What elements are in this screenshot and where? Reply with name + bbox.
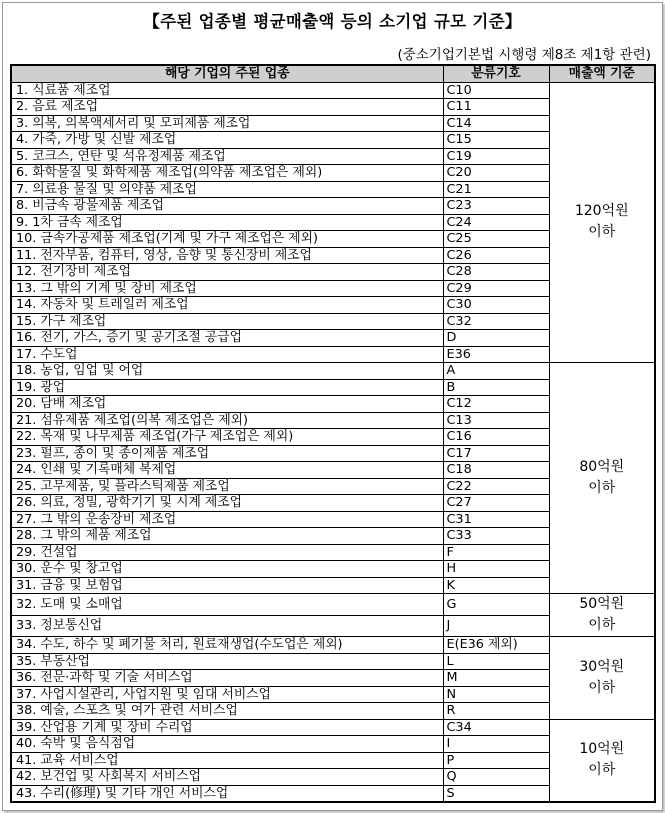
code-cell: C31 xyxy=(443,511,549,528)
industry-cell: 13. 그 밖의 기계 및 장비 제조업 xyxy=(11,280,443,297)
code-cell: R xyxy=(443,703,549,720)
threshold-qualifier: 이하 xyxy=(588,224,616,241)
document-subtitle: (중소기업기본법 시행령 제8조 제1항 관련) xyxy=(397,47,651,63)
table-header-row xyxy=(11,65,655,82)
code-cell: C24 xyxy=(443,214,549,231)
threshold-amount: 10억원 xyxy=(579,741,625,758)
code-cell: C13 xyxy=(443,412,549,429)
industry-cell: 34. 수도, 하수 및 폐기물 처리, 원료재생업(수도업은 제외) xyxy=(11,637,443,654)
code-cell: C32 xyxy=(443,313,549,330)
code-cell: F xyxy=(443,544,549,561)
code-cell: C12 xyxy=(443,396,549,413)
table-row xyxy=(11,82,655,99)
industry-cell: 18. 농업, 임업 및 어업 xyxy=(11,363,443,380)
code-cell: J xyxy=(443,615,549,637)
code-cell: E(E36 제외) xyxy=(443,637,549,654)
threshold-amount: 120억원 xyxy=(574,203,629,220)
size-standards-table xyxy=(10,64,656,803)
industry-cell: 31. 금융 및 보험업 xyxy=(11,577,443,594)
threshold-cell xyxy=(549,637,655,720)
industry-cell: 2. 음료 제조업 xyxy=(11,99,443,116)
code-cell: C15 xyxy=(443,132,549,149)
industry-cell: 27. 그 밖의 운송장비 제조업 xyxy=(11,511,443,528)
industry-cell: 30. 운수 및 창고업 xyxy=(11,561,443,578)
industry-cell: 24. 인쇄 및 기록매체 복제업 xyxy=(11,462,443,479)
threshold-amount: 50억원 xyxy=(579,596,625,612)
industry-cell: 29. 건설업 xyxy=(11,544,443,561)
industry-cell: 33. 정보통신업 xyxy=(11,615,443,637)
industry-cell: 11. 전자부품, 컴퓨터, 영상, 음향 및 통신장비 제조업 xyxy=(11,247,443,264)
industry-cell: 37. 사업시설관리, 사업지원 및 임대 서비스업 xyxy=(11,686,443,703)
industry-cell: 28. 그 밖의 제품 제조업 xyxy=(11,528,443,545)
code-cell: G xyxy=(443,594,549,616)
document-title: 【주된 업종별 평균매출액 등의 소기업 규모 기준】 xyxy=(143,12,522,31)
industry-cell: 25. 고무제품, 및 플라스틱제품 제조업 xyxy=(11,478,443,495)
code-cell: C22 xyxy=(443,478,549,495)
industry-cell: 21. 섬유제품 제조업(의복 제조업은 제외) xyxy=(11,412,443,429)
code-cell: C28 xyxy=(443,264,549,281)
code-cell: C16 xyxy=(443,429,549,446)
code-cell: N xyxy=(443,686,549,703)
threshold-qualifier: 이하 xyxy=(588,617,616,633)
industry-cell: 16. 전기, 가스, 증기 및 공기조절 공급업 xyxy=(11,330,443,347)
code-cell: C20 xyxy=(443,165,549,182)
code-cell: C18 xyxy=(443,462,549,479)
table-body xyxy=(11,82,655,802)
code-cell: K xyxy=(443,577,549,594)
threshold-cell xyxy=(549,363,655,594)
industry-cell: 39. 산업용 기계 및 장비 수리업 xyxy=(11,719,443,736)
code-cell: C11 xyxy=(443,99,549,116)
industry-cell: 15. 가구 제조업 xyxy=(11,313,443,330)
industry-cell: 41. 교육 서비스업 xyxy=(11,752,443,769)
code-cell: C26 xyxy=(443,247,549,264)
header-industry: 해당 기업의 주된 업종 xyxy=(11,65,443,82)
industry-cell: 20. 담배 제조업 xyxy=(11,396,443,413)
threshold-amount: 30억원 xyxy=(579,658,625,675)
industry-cell: 35. 부동산업 xyxy=(11,653,443,670)
code-cell: M xyxy=(443,670,549,687)
threshold-qualifier: 이하 xyxy=(588,679,616,696)
industry-cell: 10. 금속가공제품 제조업(기계 및 가구 제조업은 제외) xyxy=(11,231,443,248)
industry-cell: 4. 가죽, 가방 및 신발 제조업 xyxy=(11,132,443,149)
industry-cell: 43. 수리(修理) 및 기타 개인 서비스업 xyxy=(11,785,443,802)
code-cell: D xyxy=(443,330,549,347)
industry-cell: 36. 전문·과학 및 기술 서비스업 xyxy=(11,670,443,687)
header-code: 분류기호 xyxy=(443,65,549,82)
industry-cell: 8. 비금속 광물제품 제조업 xyxy=(11,198,443,215)
threshold-amount: 80억원 xyxy=(579,459,625,475)
industry-cell: 40. 숙박 및 음식점업 xyxy=(11,736,443,753)
threshold-qualifier: 이하 xyxy=(588,762,616,779)
code-cell: Q xyxy=(443,769,549,786)
industry-cell: 12. 전기장비 제조업 xyxy=(11,264,443,281)
threshold-cell xyxy=(549,594,655,637)
code-cell: P xyxy=(443,752,549,769)
industry-cell: 32. 도매 및 소매업 xyxy=(11,594,443,616)
code-cell: S xyxy=(443,785,549,802)
industry-cell: 7. 의료용 물질 및 의약품 제조업 xyxy=(11,181,443,198)
code-cell: C34 xyxy=(443,719,549,736)
table-row xyxy=(11,637,655,654)
threshold-qualifier: 이하 xyxy=(588,480,616,496)
industry-cell: 17. 수도업 xyxy=(11,346,443,363)
table-row xyxy=(11,363,655,380)
code-cell: C19 xyxy=(443,148,549,165)
industry-cell: 1. 식료품 제조업 xyxy=(11,82,443,99)
code-cell: I xyxy=(443,736,549,753)
industry-cell: 14. 자동차 및 트레일러 제조업 xyxy=(11,297,443,314)
industry-cell: 26. 의료, 정밀, 광학기기 및 시계 제조업 xyxy=(11,495,443,512)
header-threshold: 매출액 기준 xyxy=(549,65,655,82)
code-cell: H xyxy=(443,561,549,578)
threshold-cell xyxy=(549,719,655,802)
table-row xyxy=(11,594,655,616)
code-cell: C29 xyxy=(443,280,549,297)
code-cell: C25 xyxy=(443,231,549,248)
industry-cell: 22. 목재 및 나무제품 제조업(가구 제조업은 제외) xyxy=(11,429,443,446)
code-cell: A xyxy=(443,363,549,380)
threshold-cell xyxy=(549,82,655,363)
industry-cell: 5. 코크스, 연탄 및 석유정제품 제조업 xyxy=(11,148,443,165)
code-cell: C23 xyxy=(443,198,549,215)
code-cell: C14 xyxy=(443,115,549,132)
code-cell: B xyxy=(443,379,549,396)
industry-cell: 3. 의복, 의복액세서리 및 모피제품 제조업 xyxy=(11,115,443,132)
code-cell: C30 xyxy=(443,297,549,314)
code-cell: C21 xyxy=(443,181,549,198)
industry-cell: 6. 화학물질 및 화학제품 제조업(의약품 제조업은 제외) xyxy=(11,165,443,182)
code-cell: C33 xyxy=(443,528,549,545)
code-cell: C27 xyxy=(443,495,549,512)
code-cell: C10 xyxy=(443,82,549,99)
code-cell: E36 xyxy=(443,346,549,363)
industry-cell: 23. 펄프, 종이 및 종이제품 제조업 xyxy=(11,445,443,462)
industry-cell: 42. 보건업 및 사회복지 서비스업 xyxy=(11,769,443,786)
industry-cell: 9. 1차 금속 제조업 xyxy=(11,214,443,231)
code-cell: L xyxy=(443,653,549,670)
industry-cell: 38. 예술, 스포츠 및 여가 관련 서비스업 xyxy=(11,703,443,720)
table-row xyxy=(11,719,655,736)
code-cell: C17 xyxy=(443,445,549,462)
industry-cell: 19. 광업 xyxy=(11,379,443,396)
